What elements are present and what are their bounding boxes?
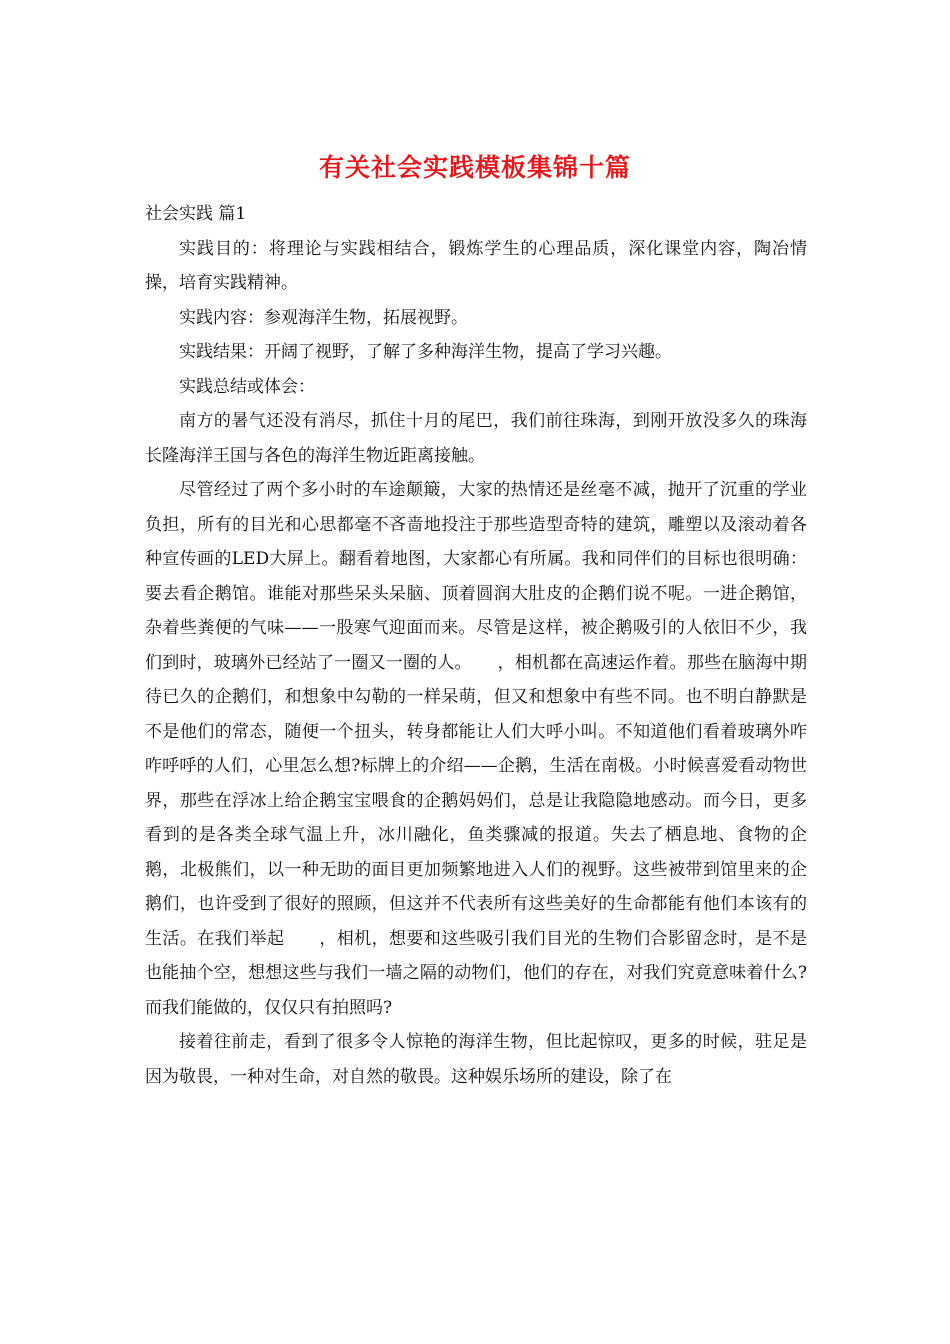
document-body xyxy=(145,197,807,1094)
section-heading: 社会实践 篇1 xyxy=(145,204,247,224)
paragraph-summary-heading: 实践总结或体会： xyxy=(179,376,315,397)
paragraph-content: 实践内容：参观海洋生物，拓展视野。 xyxy=(179,307,468,328)
document-title: 有关社会实践模板集锦十篇 xyxy=(318,153,631,182)
paragraph-purpose: 实践目的：将理论与实践相结合，锻炼学生的心理品质，深化课堂内容，陶冶情操，培育实践精神。 xyxy=(145,238,807,293)
paragraph-continue: 接着往前走，看到了很多令人惊艳的海洋生物，但比起惊叹，更多的时候，驻足是因为敬畏，一种对生命，对自然的敬畏。这种娱乐场所的建设，除了在 xyxy=(145,1032,807,1087)
paragraph-penguin: 尽管经过了两个多小时的车途颠簸，大家的热情还是丝毫不减，抛开了沉重的学业负担，所有的目光和心思都毫不吝啬地投注于那些造型奇特的建筑，雕塑以及滚动着各种宣传画的LED大屏上。翻看着地图，大家都心有所属。我和同伴们的目标也很明确：要去看企鹅馆。谁能对那些呆头呆脑、顶着圆润大肚皮的企鹅们说不呢。一进企鹅馆，杂着些粪便的气味——一股寒气迎面而来。尽管是这样，被企鹅吸引的人依旧不少，我们到时，玻璃外已经站了一圈又一圈的人。 ，相机都在高速运作着。那些在脑海中期待已久的企鹅们，和想象中勾勒的一样呆萌，但又和想象中有些不同。也不明白静默是不是他们的常态，随便一个扭头，转身都能让人们大呼小叫。不知道他们看着玻璃外咋咋呼呼的人们，心里怎么想?标牌上的介绍——企鹅，生活在南极。小时候喜爱看动物世界，那些在浮冰上给企鹅宝宝喂食的企鹅妈妈们，总是让我隐隐地感动。而今日，更多看到的是各类全球气温上升，冰川融化，鱼类骤减的报道。失去了栖息地、食物的企鹅，北极熊们，以一种无助的面目更加频繁地进入人们的视野。这些被带到馆里来的企鹅们，也许受到了很好的照顾，但这并不代表所有这些美好的生命都能有他们本该有的生活。在我们举起 ，相机，想要和这些吸引我们目光的生物们合影留念时，是不是也能抽个空，想想这些与我们一墙之隔的动物们，他们的存在，对我们究竟意味着什么?而我们能做的，仅仅只有拍照吗? xyxy=(145,480,807,1018)
paragraph-result: 实践结果：开阔了视野，了解了多种海洋生物，提高了学习兴趣。 xyxy=(179,342,672,362)
paragraph-intro: 南方的暑气还没有消尽，抓住十月的尾巴，我们前往珠海，到刚开放没多久的珠海长隆海洋王国与各色的海洋生物近距离接触。 xyxy=(145,411,807,466)
